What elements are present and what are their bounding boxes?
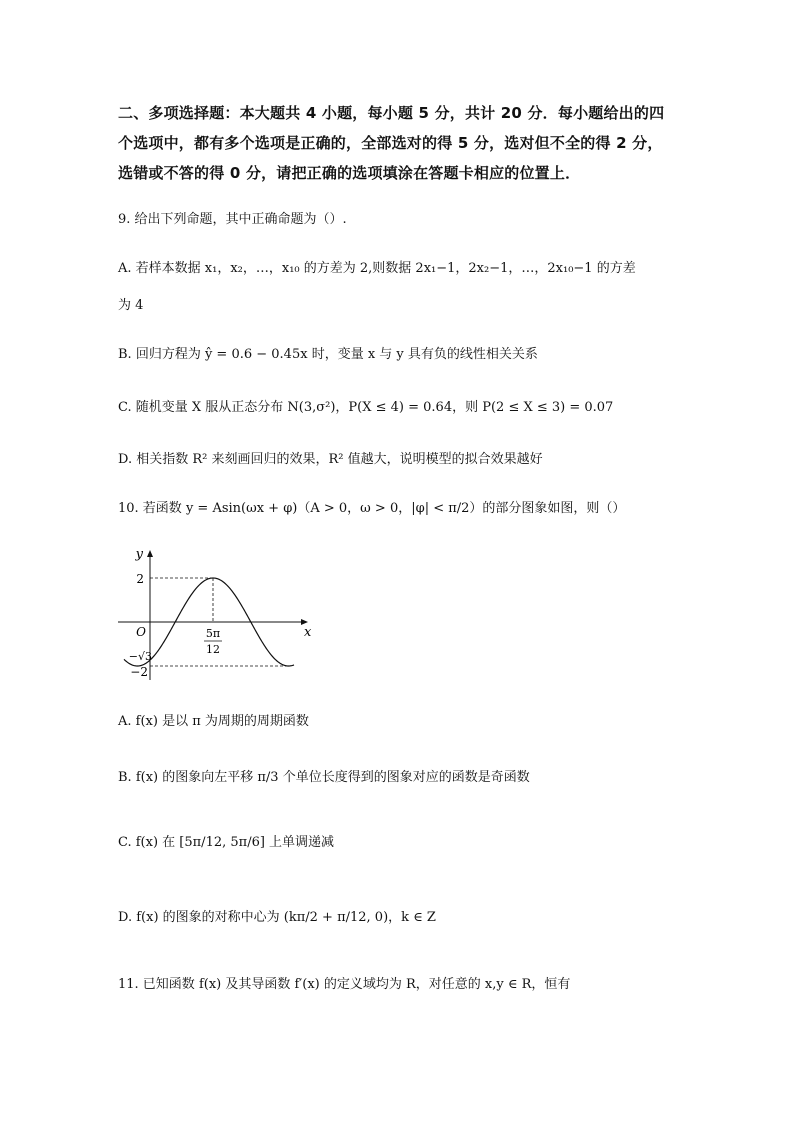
- section-header-line-3: 选错或不答的得 0 分，请把正确的选项填涂在答题卡相应的位置上．: [118, 164, 581, 182]
- y-tick-neg-sqrt3: −√3: [128, 650, 152, 663]
- question-9-option-b: B. 回归方程为 ŷ = 0.6 − 0.45x 时，变量 x 与 y 具有负的线性相关关系: [118, 347, 538, 362]
- question-9-option-c: C. 随机变量 X 服从正态分布 N(3,σ²)，P(X ≤ 4) = 0.64，则 P(2 ≤ X ≤ 3) = 0.07: [118, 400, 614, 415]
- question-9-option-a-continued: 为 4: [118, 298, 144, 313]
- question-9-option-a: A. 若样本数据 x₁，x₂，…，x₁₀ 的方差为 2,则数据 2x₁−1，2x₂−1，…，2x₁₀−1 的方差: [118, 261, 636, 276]
- y-tick-2: 2: [136, 572, 144, 586]
- question-9-stem: 9. 给出下列命题，其中正确命题为（）.: [118, 212, 347, 227]
- y-axis-label: y: [135, 547, 143, 562]
- section-header: [118, 98, 690, 188]
- x-tick-denominator: 12: [206, 643, 220, 656]
- x-tick-numerator: 5π: [205, 627, 221, 640]
- y-tick-neg-2: −2: [130, 665, 148, 679]
- question-10-stem: 10. 若函数 y = Asin(ωx + φ)（A > 0，ω > 0，|φ| < π/2）的部分图象如图，则（）: [118, 501, 626, 516]
- question-9-option-d: D. 相关指数 R² 来刻画回归的效果，R² 值越大，说明模型的拟合效果越好: [118, 452, 543, 467]
- question-10-option-b: B. f(x) 的图象向左平移 π/3 个单位长度得到的图象对应的函数是奇函数: [118, 770, 530, 785]
- question-10-option-a: A. f(x) 是以 π 为周期的周期函数: [118, 714, 309, 729]
- question-10-graph: [118, 542, 318, 682]
- question-11-stem: 11. 已知函数 f(x) 及其导函数 f′(x) 的定义域均为 R，对任意的 x,y ∈ R，恒有: [118, 977, 571, 992]
- y-axis-arrow: [147, 550, 153, 557]
- question-10-option-d: D. f(x) 的图象的对称中心为 (kπ/2 + π/12, 0)，k ∈ Z: [118, 910, 436, 925]
- origin-label: O: [136, 625, 146, 639]
- x-axis-label: x: [304, 625, 312, 640]
- section-header-line-1: 二、多项选择题：本大题共 4 小题，每小题 5 分，共计 20 分．每小题给出的四: [118, 104, 665, 122]
- section-header-line-2: 个选项中，都有多个选项是正确的，全部选对的得 5 分，选对但不全的得 2 分，: [118, 134, 663, 152]
- question-10-option-c: C. f(x) 在 [5π/12, 5π/6] 上单调递减: [118, 835, 335, 850]
